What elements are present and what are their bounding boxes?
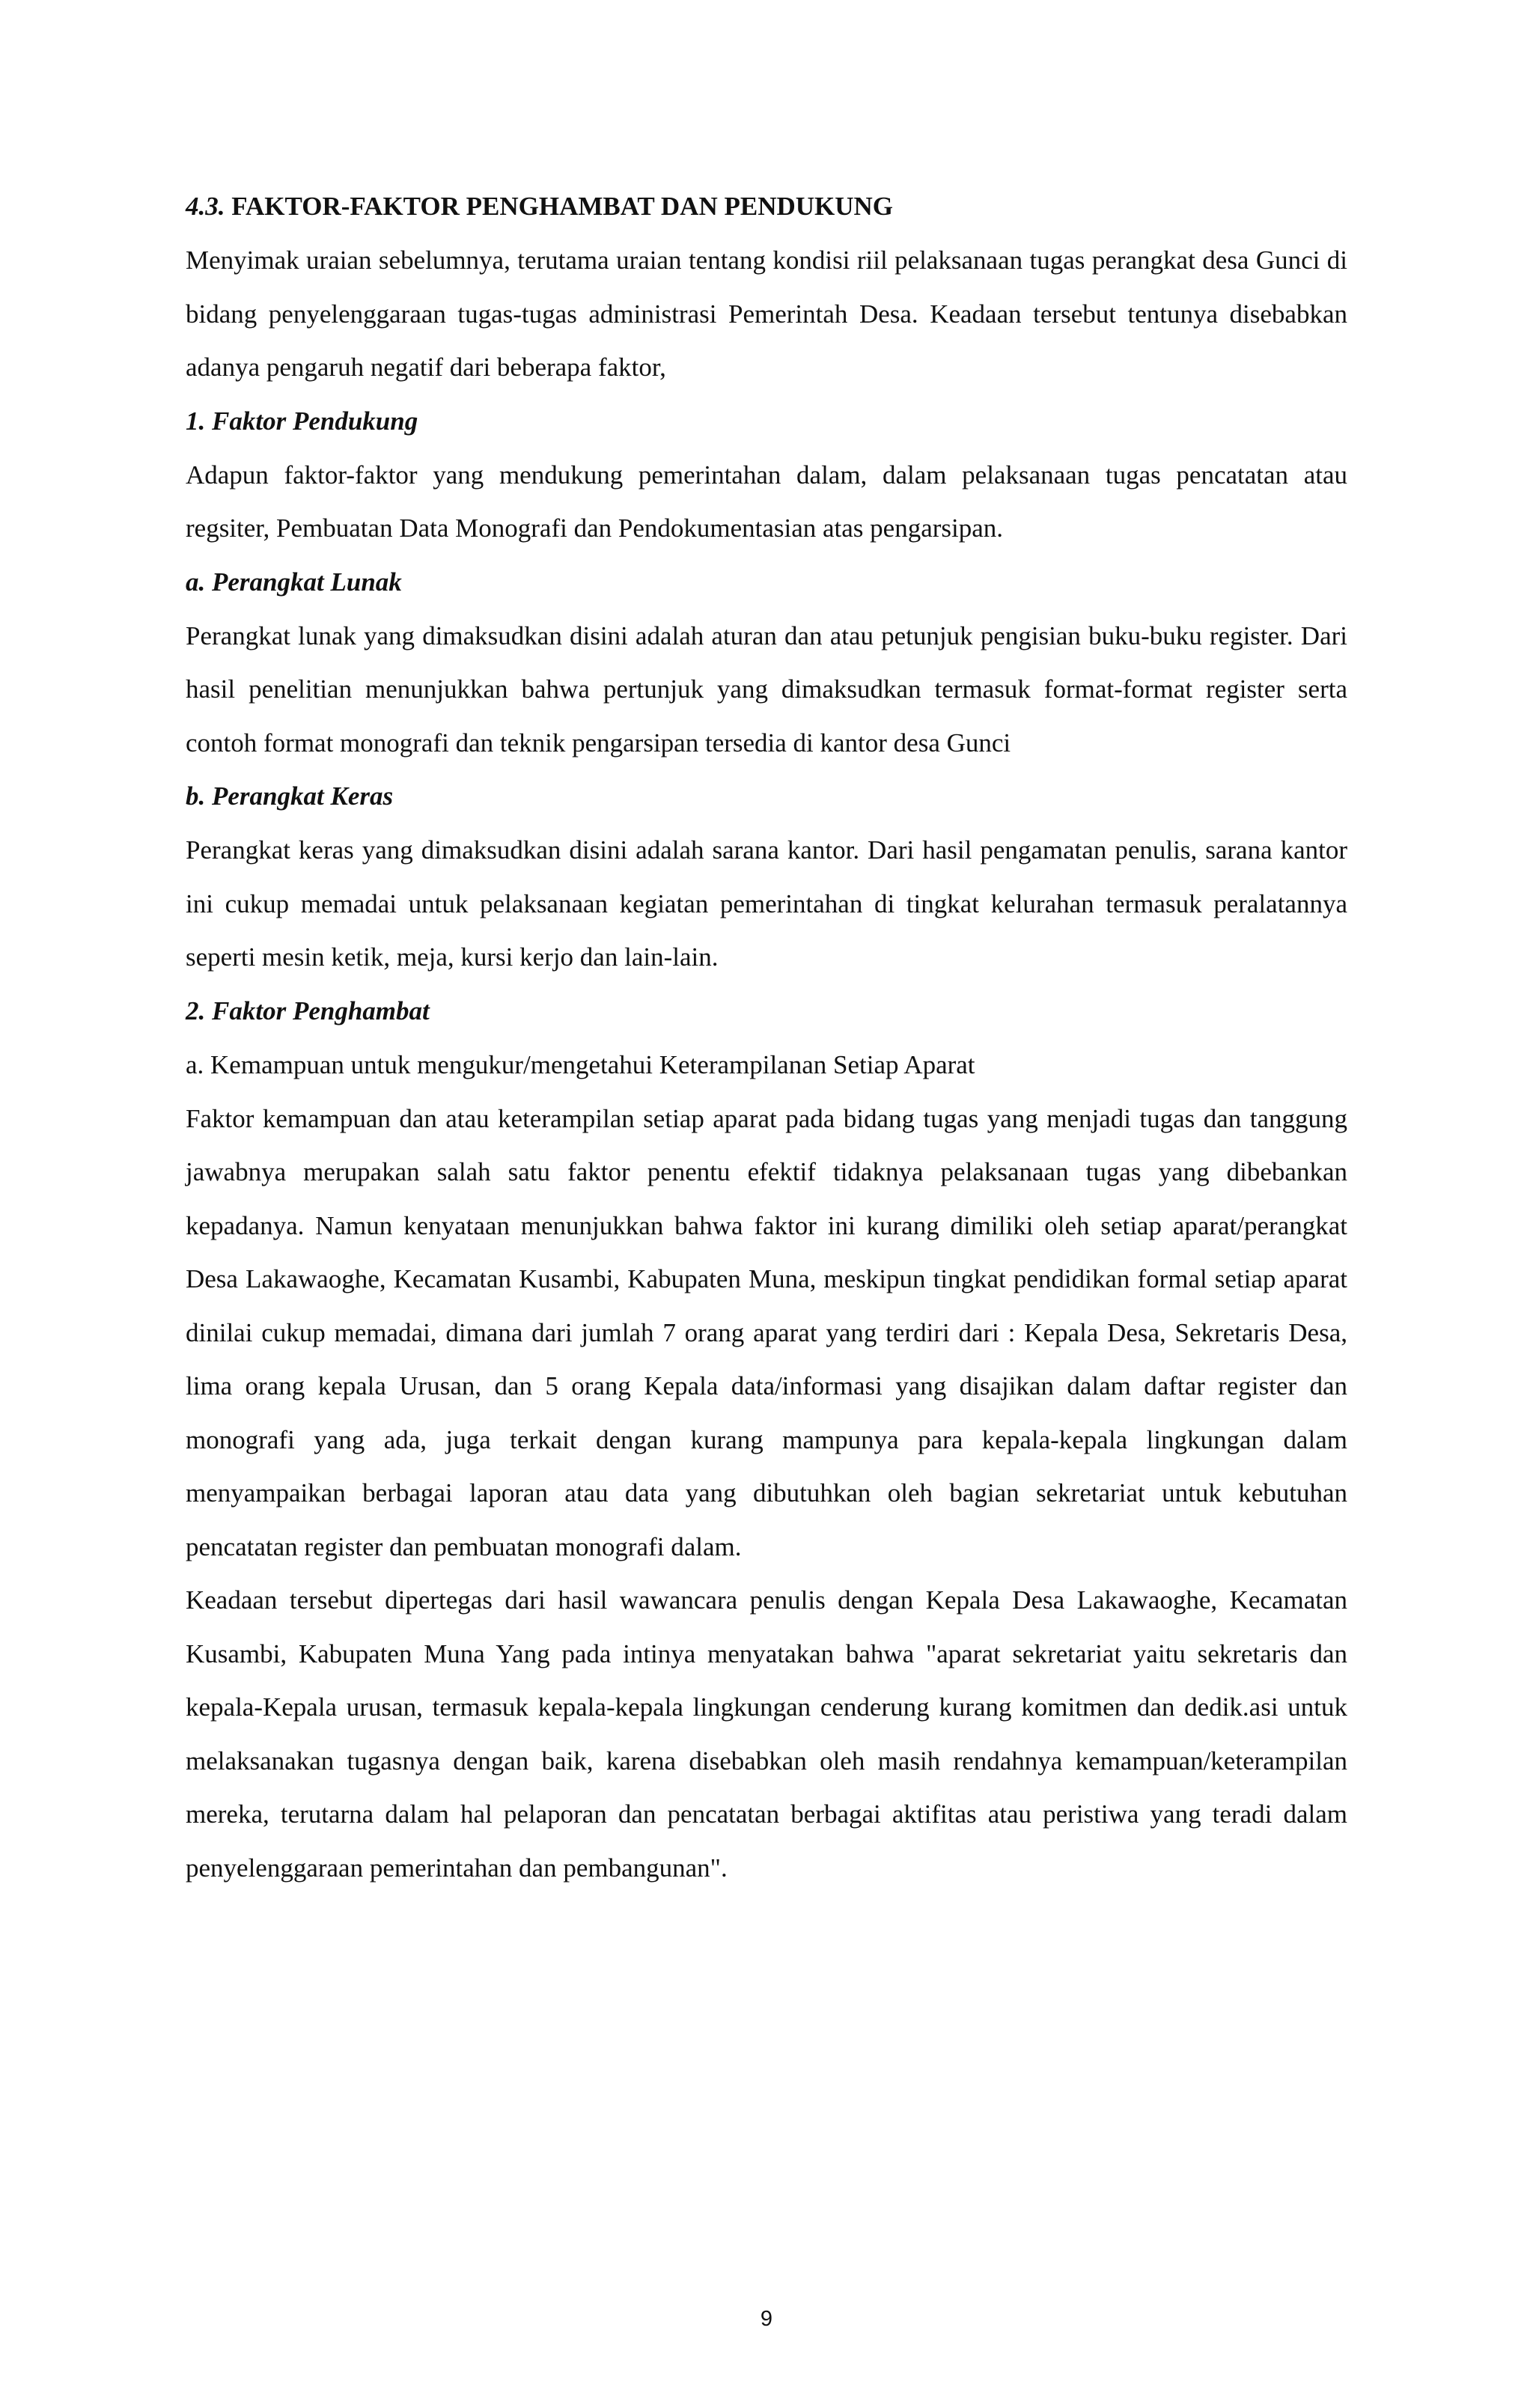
section-heading xyxy=(186,180,1347,234)
perangkat-keras-heading: b. Perangkat Keras xyxy=(186,781,394,811)
page-number: 9 xyxy=(760,2307,773,2331)
perangkat-keras-paragraph: Perangkat keras yang dimaksudkan disini adalah sarana kantor. Dari hasil pengamatan penulis, sarana kantor ini cukup memadai untuk pelaksanaan kegiatan pemerintahan di tingkat kelurahan termasuk peralatannya seperti mesin ketik, meja, kursi kerjo dan lain-lain. xyxy=(186,835,1347,972)
perangkat-lunak-heading: a. Perangkat Lunak xyxy=(186,567,402,597)
kemampuan-paragraph: Faktor kemampuan dan atau keterampilan setiap aparat pada bidang tugas yang menjadi tugas dan tanggung jawabnya merupakan salah satu faktor penentu efektif tidaknya pelaksanaan tugas yang dibebankan kepadanya. Namun kenyataan menunjukkan bahwa faktor ini kurang dimiliki oleh setiap aparat/perangkat Desa Lakawaoghe, Kecamatan Kusambi, Kabupaten Muna, meskipun tingkat pendidikan formal setiap aparat dinilai cukup memadai, dimana dari jumlah 7 orang aparat yang terdiri dari : Kepala Desa, Sekretaris Desa, lima orang kepala Urusan, dan 5 orang Kepala data/informasi yang disajikan dalam daftar register dan monografi yang ada, juga terkait dengan kurang mampunya para kepala-kepala lingkungan dalam menyampaikan berbagai laporan atau data yang dibutuhkan oleh bagian sekretariat untuk kebutuhan pencatatan register dan pembuatan monografi dalam. xyxy=(186,1103,1347,1561)
closing-paragraph: Keadaan tersebut dipertegas dari hasil wawancara penulis dengan Kepala Desa Lakawaoghe, Kecamatan Kusambi, Kabupaten Muna Yang pada intinya menyatakan bahwa "aparat sekretariat yaitu sekretaris dan kepala-Kepala urusan, termasuk kepala-kepala lingkungan cenderung kurang komitmen dan dedik.asi untuk melaksanakan tugasnya dengan baik, karena disebabkan oleh masih rendahnya kemampuan/keterampilan mereka, terutarna dalam hal pelaporan dan pencatatan berbagai aktifitas atau peristiwa yang teradi dalam penyelenggaraan pemerintahan dan pembangunan". xyxy=(186,1585,1347,1883)
faktor-pendukung-heading: 1. Faktor Pendukung xyxy=(186,406,418,436)
section-number: 4.3. xyxy=(186,192,225,221)
perangkat-lunak-paragraph: Perangkat lunak yang dimaksudkan disini adalah aturan dan atau petunjuk pengisian buku-buku register. Dari hasil penelitian menunjukkan bahwa pertunjuk yang dimaksudkan termasuk format-format register serta contoh format monografi dan teknik pengarsipan tersedia di kantor desa Gunci xyxy=(186,621,1347,758)
page-content xyxy=(186,180,1347,1895)
faktor-penghambat-heading: 2. Faktor Penghambat xyxy=(186,996,430,1025)
section-title: FAKTOR-FAKTOR PENGHAMBAT DAN PENDUKUNG xyxy=(231,192,894,221)
kemampuan-subheading: a. Kemampuan untuk mengukur/mengetahui Keterampilanan Setiap Aparat xyxy=(186,1049,975,1079)
intro-paragraph: Menyimak uraian sebelumnya, terutama uraian tentang kondisi riil pelaksanaan tugas perangkat desa Gunci di bidang penyelenggaraan tugas-tugas administrasi Pemerintah Desa. Keadaan tersebut tentunya disebabkan adanya pengaruh negatif dari beberapa faktor, xyxy=(186,246,1347,382)
faktor-pendukung-paragraph: Adapun faktor-faktor yang mendukung pemerintahan dalam, dalam pelaksanaan tugas pencatatan atau regsiter, Pembuatan Data Monografi dan Pendokumentasian atas pengarsipan. xyxy=(186,460,1347,543)
